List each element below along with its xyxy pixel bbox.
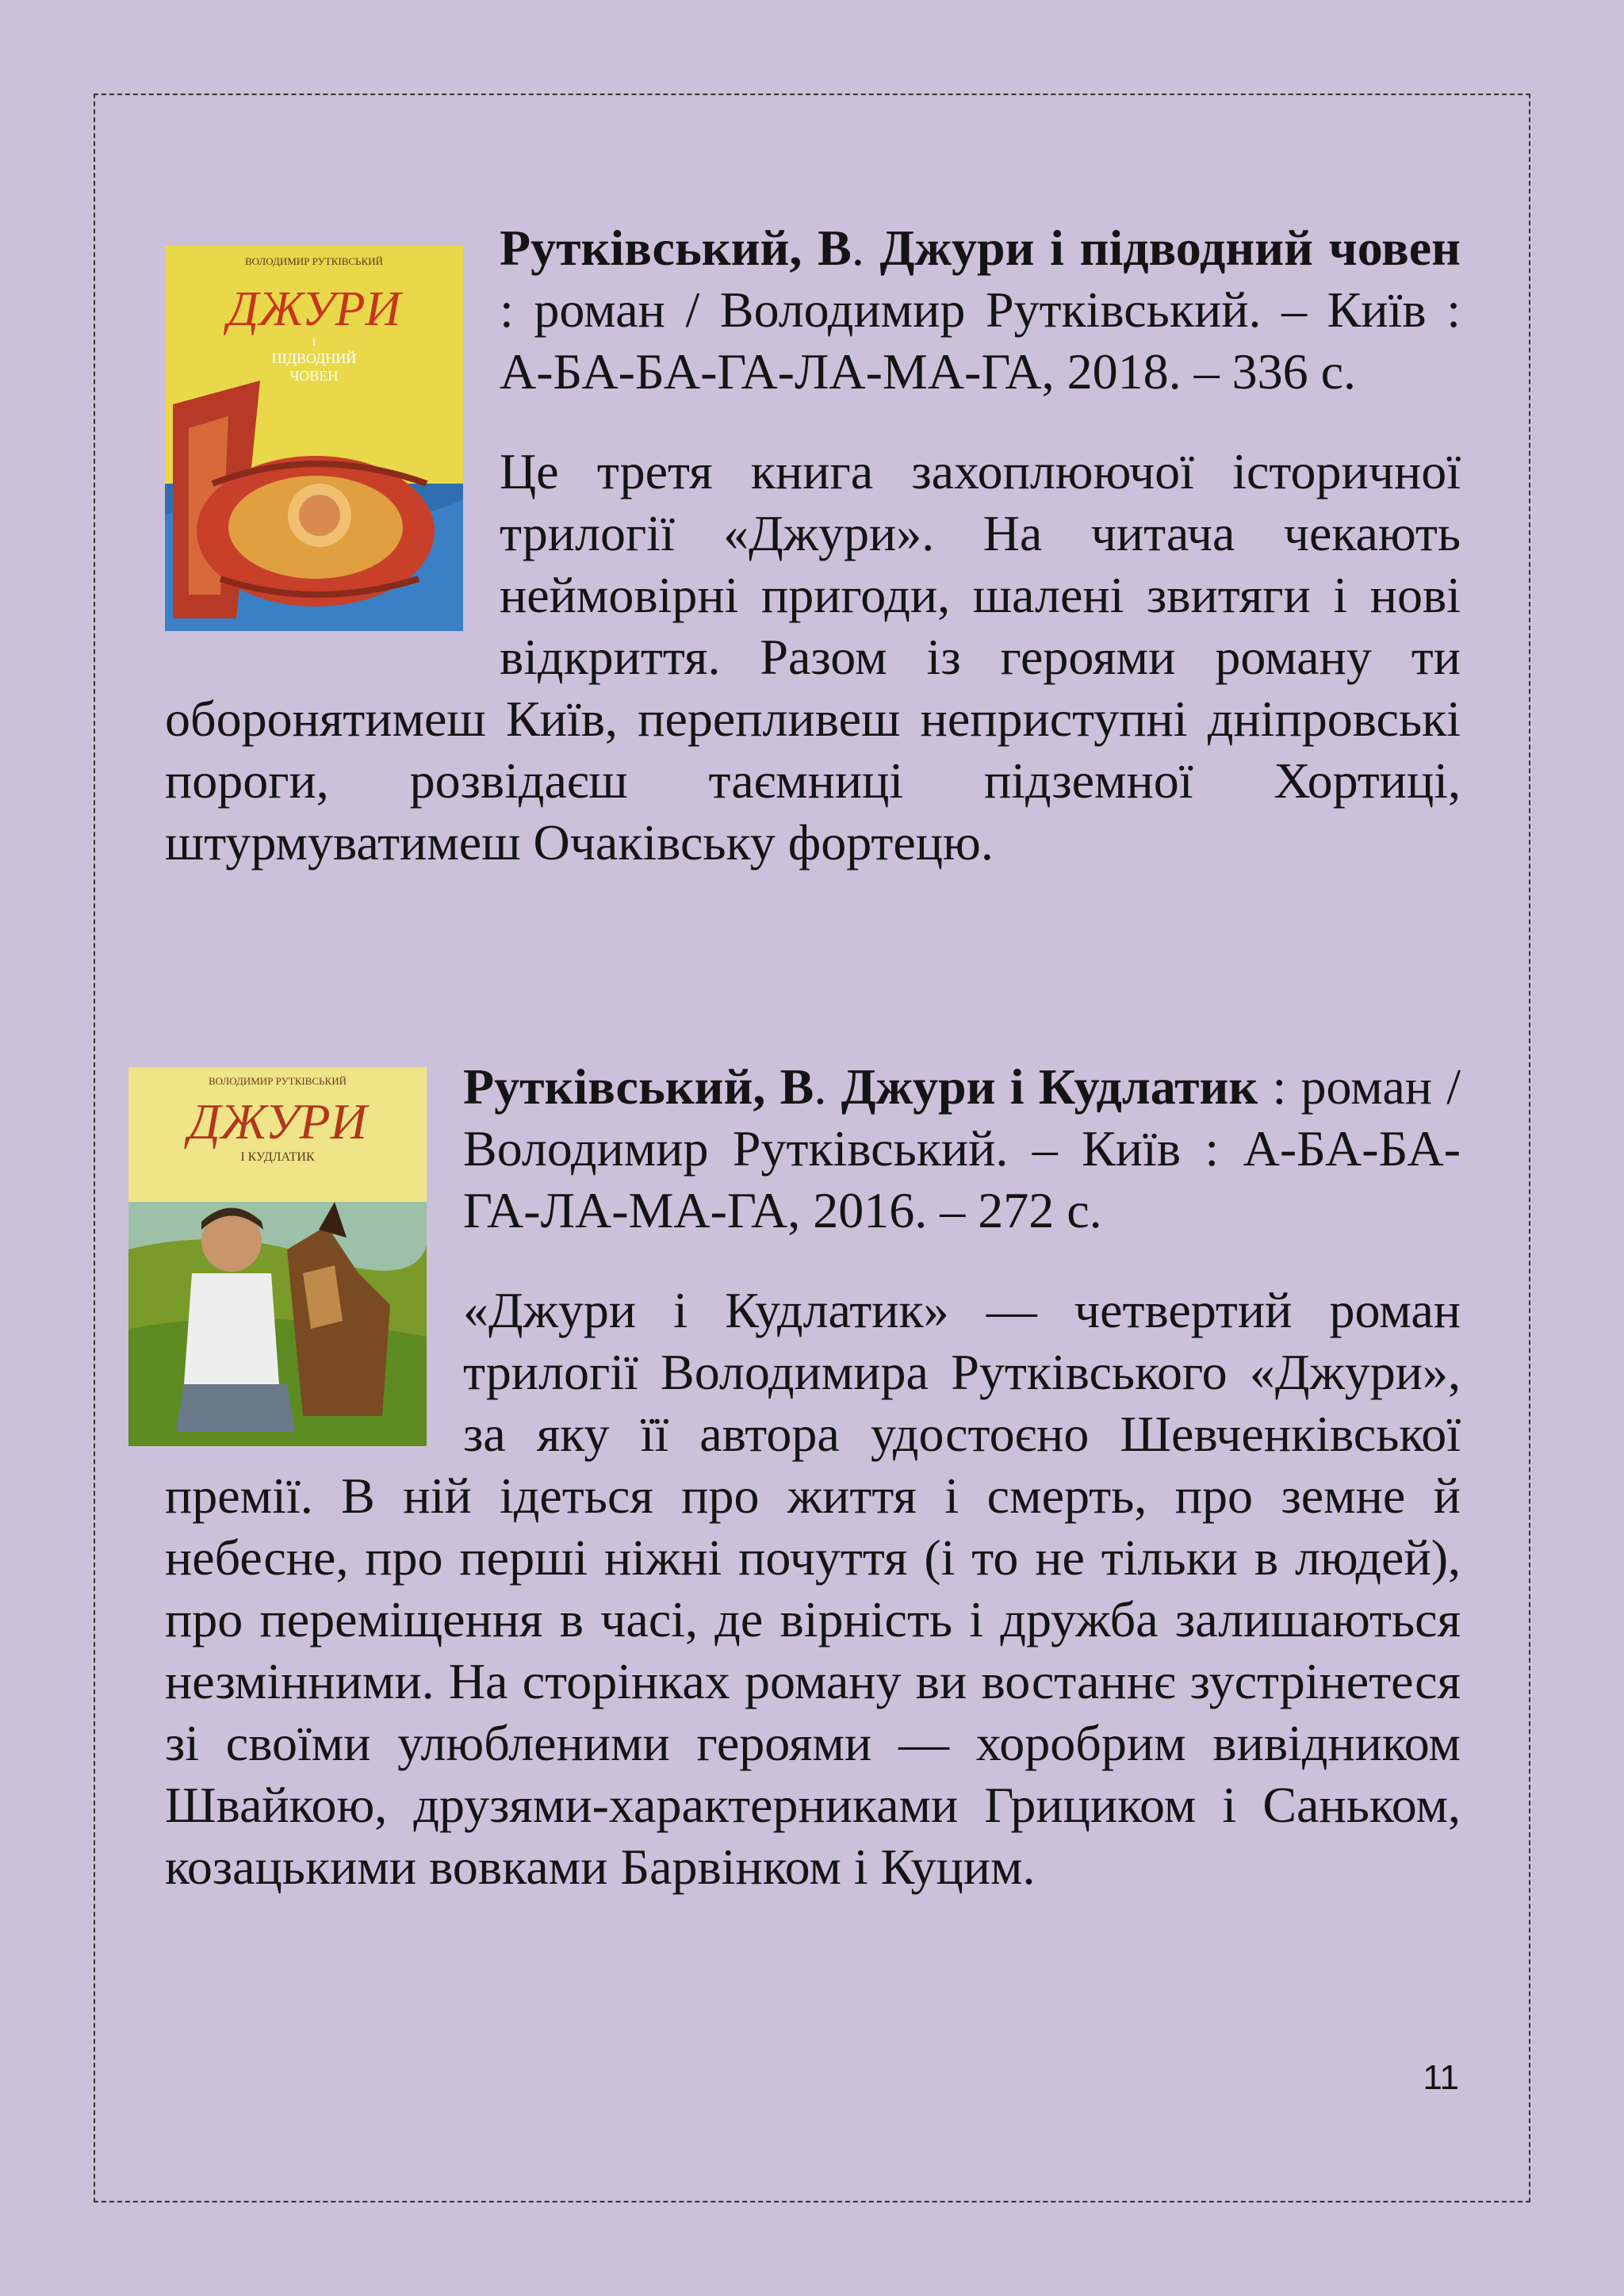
cover-1-subtitle-1: і: [312, 335, 316, 349]
book-1-citation: Рутківський, В. Джури і підводний човен : роман / Володимир Рутківський. – Київ : А-БА-БА-ГА-ЛА-МА-ГА, 2018. – 336 с.: [500, 220, 1461, 400]
book-entry-2: [165, 1056, 1461, 1898]
cover-2-subtitle: І КУДЛАТИК: [240, 1150, 315, 1164]
cover-1-subtitle-2: ПІДВОДНИЙ: [271, 350, 357, 366]
book-1-title: Джури і підводний човен: [879, 220, 1461, 276]
book-2-details: : роман / Володимир Рутківський. – Київ : А-БА-БА-ГА-ЛА-МА-ГА, 2016. – 272 с.: [463, 1058, 1461, 1238]
cover-1-author: ВОЛОДИМИР РУТКІВСЬКИЙ: [245, 255, 383, 267]
page-number: 11: [1423, 2058, 1459, 2097]
book-1-description: Це третя книга захоплюючої історичної трилогії «Джури». На читача чекають неймовірні пригоди, шалені звитяги і нові відкриття. Разом із героями роману ти оборонятимеш Київ, перепливеш неприступні дніпровські пороги, розвідаєш таємниці підземної Хортиці, штурмуватимеш Очаківську фортецю.: [165, 443, 1461, 871]
book-1-details: : роман / Володимир Рутківський. – Київ : А-БА-БА-ГА-ЛА-МА-ГА, 2018. – 336 с.: [500, 281, 1461, 400]
cover-2-author: ВОЛОДИМИР РУТКІВСЬКИЙ: [209, 1075, 347, 1087]
book-cover-2: [128, 1067, 427, 1446]
cover-1-subtitle-3: ЧОВЕН: [289, 368, 339, 384]
book-cover-1: [165, 246, 463, 631]
book-2-title: Джури і Кудлатик: [841, 1058, 1258, 1115]
cover-1-title: ДЖУРИ: [227, 282, 401, 336]
book-2-description: «Джури і Кудлатик» — четвертий роман трилогії Володимира Рутківського «Джури», за яку її автора удостоєно Шевченківської премії. В ній ідеться про життя і смерть, про земне й небесне, про перші ніжні почуття (і то не тільки в людей), про переміщення в часі, де вірність і дружба залишаються незмінними. На сторінках роману ви востаннє зустрінетеся зі своїми улюбленими героями — хоробрим вивідником Швайкою, друзями-характерниками Грициком і Саньком, козацькими вовками Барвінком і Куцим.: [165, 1282, 1461, 1895]
cover-2-title: ДЖУРИ: [188, 1093, 367, 1150]
book-2-citation: Рутківський, В. Джури і Кудлатик : роман / Володимир Рутківський. – Київ : А-БА-БА-ГА-ЛА-МА-ГА, 2016. – 272 с.: [463, 1058, 1461, 1238]
book-entry-1: [165, 217, 1461, 874]
book-2-author: Рутківський, В: [463, 1058, 814, 1115]
book-1-author: Рутківський, В: [500, 220, 852, 276]
